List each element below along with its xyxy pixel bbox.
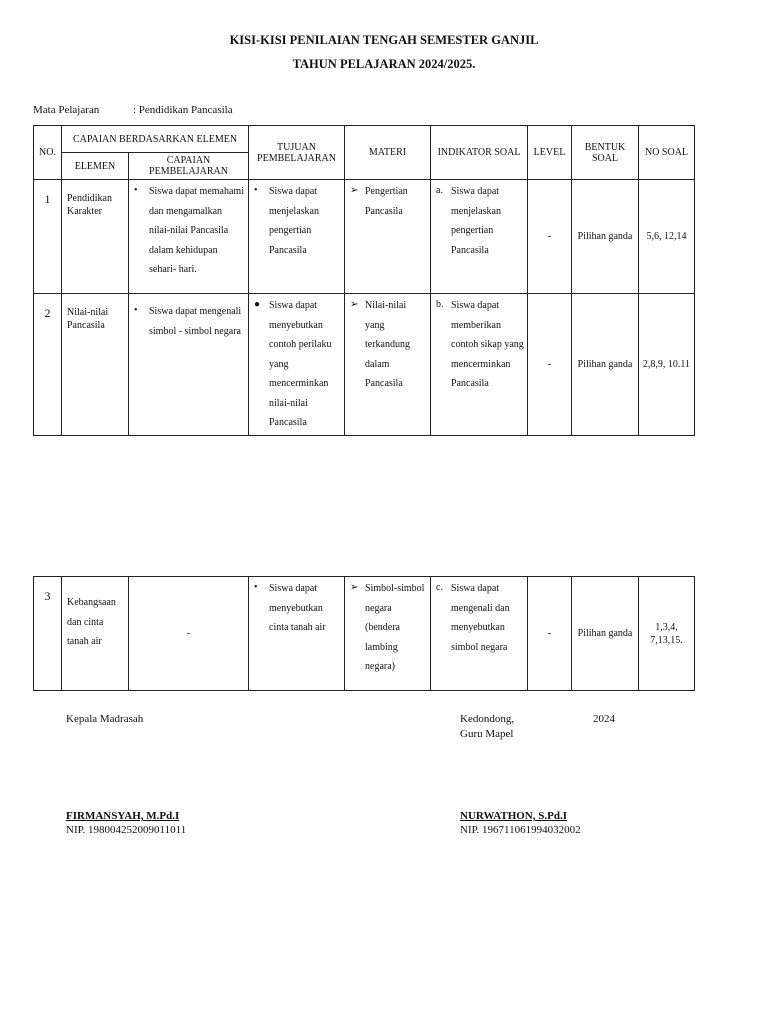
no-soal-cell: 2,8,9, 10.11 xyxy=(639,294,695,436)
header-elemen: ELEMEN xyxy=(62,153,129,180)
row-number: 1 xyxy=(34,180,62,294)
indikator-cell xyxy=(431,577,528,691)
header-tujuan: TUJUAN PEMBELAJARAN xyxy=(249,126,345,180)
tujuan-text: Siswa dapat menjelaskan pengertian Pancasila xyxy=(269,186,319,256)
document-title: KISI-KISI PENILAIAN TENGAH SEMESTER GANJIL xyxy=(229,33,539,47)
list-letter: c. xyxy=(436,582,443,593)
indikator-text: Siswa dapat mengenali dan menyebutkan simbol negara xyxy=(451,583,510,653)
elemen-cell: Kebangsaan dan cinta tanah air xyxy=(62,577,129,691)
header-level: LEVEL xyxy=(528,126,572,180)
capaian-cell: - xyxy=(129,577,249,691)
signature-right-nip: NIP. 196711061994032002 xyxy=(460,824,581,836)
no-soal-cell: 1,3,4, 7,13,15. xyxy=(639,577,695,691)
bullet-icon: • xyxy=(134,185,138,196)
header-capaian-pembelajaran: CAPAIAN PEMBELAJARAN xyxy=(129,153,249,180)
elemen-cell: Pendidikan Karakter xyxy=(62,180,129,294)
indikator-text: Siswa dapat memberikan contoh sikap yang mencerminkan Pancasila xyxy=(451,300,524,389)
materi-text: Pengertian Pancasila xyxy=(365,186,408,217)
signature-right-year: 2024 xyxy=(593,713,615,725)
signature-left-role: Kepala Madrasah xyxy=(66,713,144,725)
tujuan-text: Siswa dapat menyebutkan cinta tanah air xyxy=(269,583,326,633)
signature-left-name: FIRMANSYAH, M.Pd.I xyxy=(66,810,180,822)
header-no: NO. xyxy=(34,126,62,180)
level-cell: - xyxy=(528,180,572,294)
arrow-bullet-icon: ➢ xyxy=(350,299,359,310)
tujuan-text: Siswa dapat menyebutkan contoh perilaku yang mencerminkan nilai-nilai Pancasila xyxy=(269,300,332,428)
table-row xyxy=(34,577,695,691)
signature-right-name: NURWATHON, S.Pd.I xyxy=(460,810,567,822)
grid-table-part-2 xyxy=(33,576,695,691)
subject-line xyxy=(33,104,233,116)
materi-cell xyxy=(345,180,431,294)
materi-text: Simbol-simbol negara (bendera lambing negara) xyxy=(365,583,425,672)
capaian-text: Siswa dapat memahami dan mengamalkan nilai-nilai Pancasila dalam kehidupan sehari- hari. xyxy=(149,186,244,275)
bentuk-cell: Pilihan ganda xyxy=(572,180,639,294)
signature-right-role: Guru Mapel xyxy=(460,728,514,740)
subject-value: : Pendidikan Pancasila xyxy=(133,104,233,116)
table-row xyxy=(34,180,695,294)
header-bentuk: BENTUK SOAL xyxy=(572,126,639,180)
tujuan-cell xyxy=(249,294,345,436)
tujuan-cell xyxy=(249,180,345,294)
document-subtitle: TAHUN PELAJARAN 2024/2025. xyxy=(292,57,476,71)
bentuk-cell: Pilihan ganda xyxy=(572,294,639,436)
bentuk-cell: Pilihan ganda xyxy=(572,577,639,691)
header-materi: MATERI xyxy=(345,126,431,180)
header-indikator: INDIKATOR SOAL xyxy=(431,126,528,180)
header-no-soal: NO SOAL xyxy=(639,126,695,180)
row-number: 2 xyxy=(34,294,62,436)
capaian-cell xyxy=(129,294,249,436)
bullet-icon: • xyxy=(254,185,258,196)
materi-cell xyxy=(345,294,431,436)
list-letter: a. xyxy=(436,185,443,196)
level-cell: - xyxy=(528,294,572,436)
elemen-cell: Nilai-nilai Pancasila xyxy=(62,294,129,436)
bullet-icon: • xyxy=(134,305,138,316)
signature-right-block xyxy=(460,809,581,837)
materi-cell xyxy=(345,577,431,691)
signature-left-nip: NIP. 198004252009011011 xyxy=(66,824,187,836)
subject-label: Mata Pelajaran xyxy=(33,104,100,116)
bullet-icon: ● xyxy=(254,299,261,310)
grid-table-part-1 xyxy=(33,125,695,436)
list-letter: b. xyxy=(436,299,444,310)
capaian-cell xyxy=(129,180,249,294)
materi-text: Nilai-nilai yang terkandung dalam Pancasila xyxy=(365,300,410,389)
capaian-text: Siswa dapat mengenali simbol - simbol negara xyxy=(149,306,242,337)
tujuan-cell xyxy=(249,577,345,691)
table-row xyxy=(34,294,695,436)
indikator-text: Siswa dapat menjelaskan pengertian Pancasila xyxy=(451,186,501,256)
row-number: 3 xyxy=(34,577,62,691)
indikator-cell xyxy=(431,294,528,436)
arrow-bullet-icon: ➢ xyxy=(350,582,359,593)
header-capaian: CAPAIAN BERDASARKAN ELEMEN xyxy=(62,126,249,153)
no-soal-cell: 5,6, 12,14 xyxy=(639,180,695,294)
indikator-cell xyxy=(431,180,528,294)
signature-left-block xyxy=(66,809,186,837)
bullet-icon: • xyxy=(254,582,258,593)
arrow-bullet-icon: ➢ xyxy=(350,185,359,196)
level-cell: - xyxy=(528,577,572,691)
signature-right-place: Kedondong, xyxy=(460,713,515,725)
